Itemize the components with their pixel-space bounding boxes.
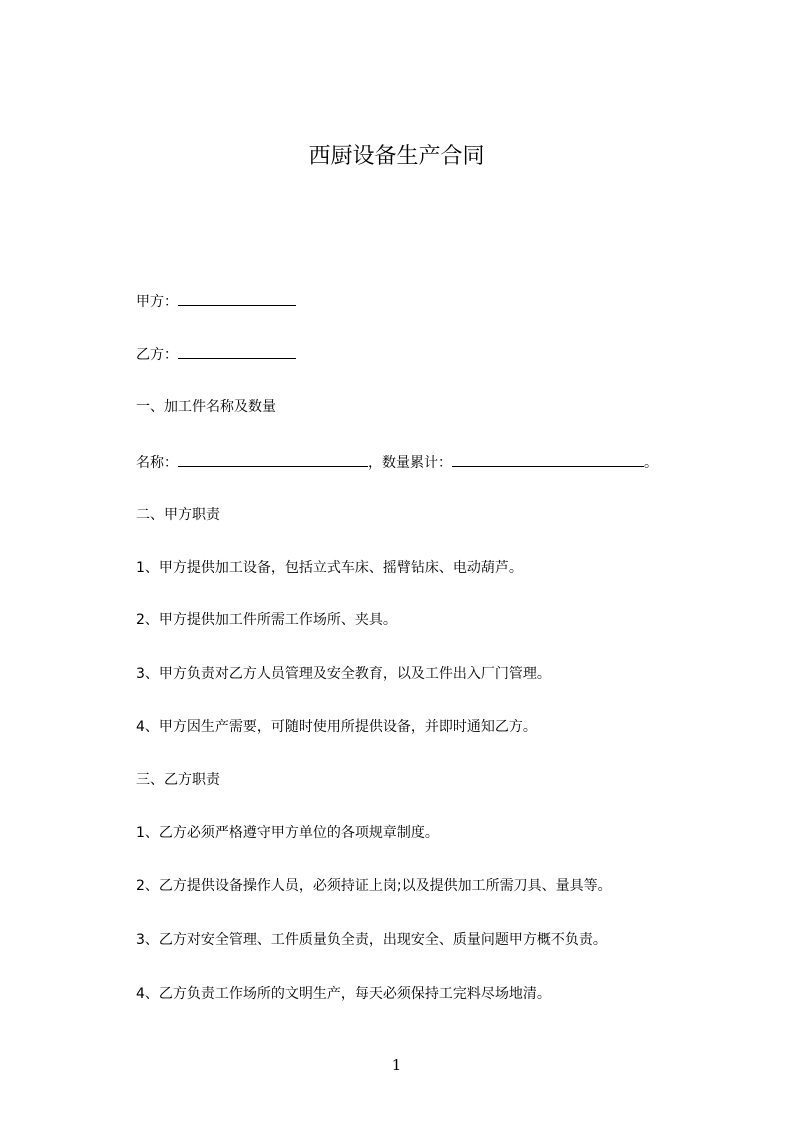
section2-item: 4、甲方因生产需要，可随时使用所提供设备，并即时通知乙方。 [136, 719, 537, 735]
party-a-blank [178, 291, 296, 306]
section3-heading: 三、乙方职责 [136, 772, 220, 788]
party-b-label: 乙方： [136, 347, 178, 363]
quantity-label: ，数量累计： [368, 455, 452, 471]
quantity-blank [452, 452, 644, 467]
party-a-label: 甲方： [136, 294, 178, 310]
section3-item: 1、乙方必须严格遵守甲方单位的各项规章制度。 [136, 825, 439, 841]
document-title: 西厨设备生产合同 [308, 144, 485, 169]
section2-item: 2、甲方提供加工件所需工作场所、夹具。 [136, 612, 397, 628]
section2-item: 3、甲方负责对乙方人员管理及安全教育，以及工件出入厂门管理。 [136, 666, 551, 682]
end-mark: 。 [644, 455, 658, 471]
party-a-line [136, 291, 296, 312]
page-number: 1 [391, 1056, 402, 1074]
section2-item: 1、甲方提供加工设备，包括立式车床、摇臂钻床、电动葫芦。 [136, 560, 523, 576]
name-label: 名称： [136, 455, 178, 471]
item-name-quantity-line [136, 452, 658, 473]
section3-item: 3、乙方对安全管理、工件质量负全责，出现安全、质量问题甲方概不负责。 [136, 932, 607, 948]
section2-heading: 二、甲方职责 [136, 507, 220, 523]
section1-heading: 一、加工件名称及数量 [136, 399, 276, 415]
party-b-line [136, 344, 296, 365]
name-blank [178, 452, 368, 467]
section3-item: 4、乙方负责工作场所的文明生产，每天必须保持工完料尽场地清。 [136, 986, 551, 1002]
section3-item: 2、乙方提供设备操作人员，必须持证上岗;以及提供加工所需刀具、量具等。 [136, 878, 612, 894]
party-b-blank [178, 344, 296, 359]
